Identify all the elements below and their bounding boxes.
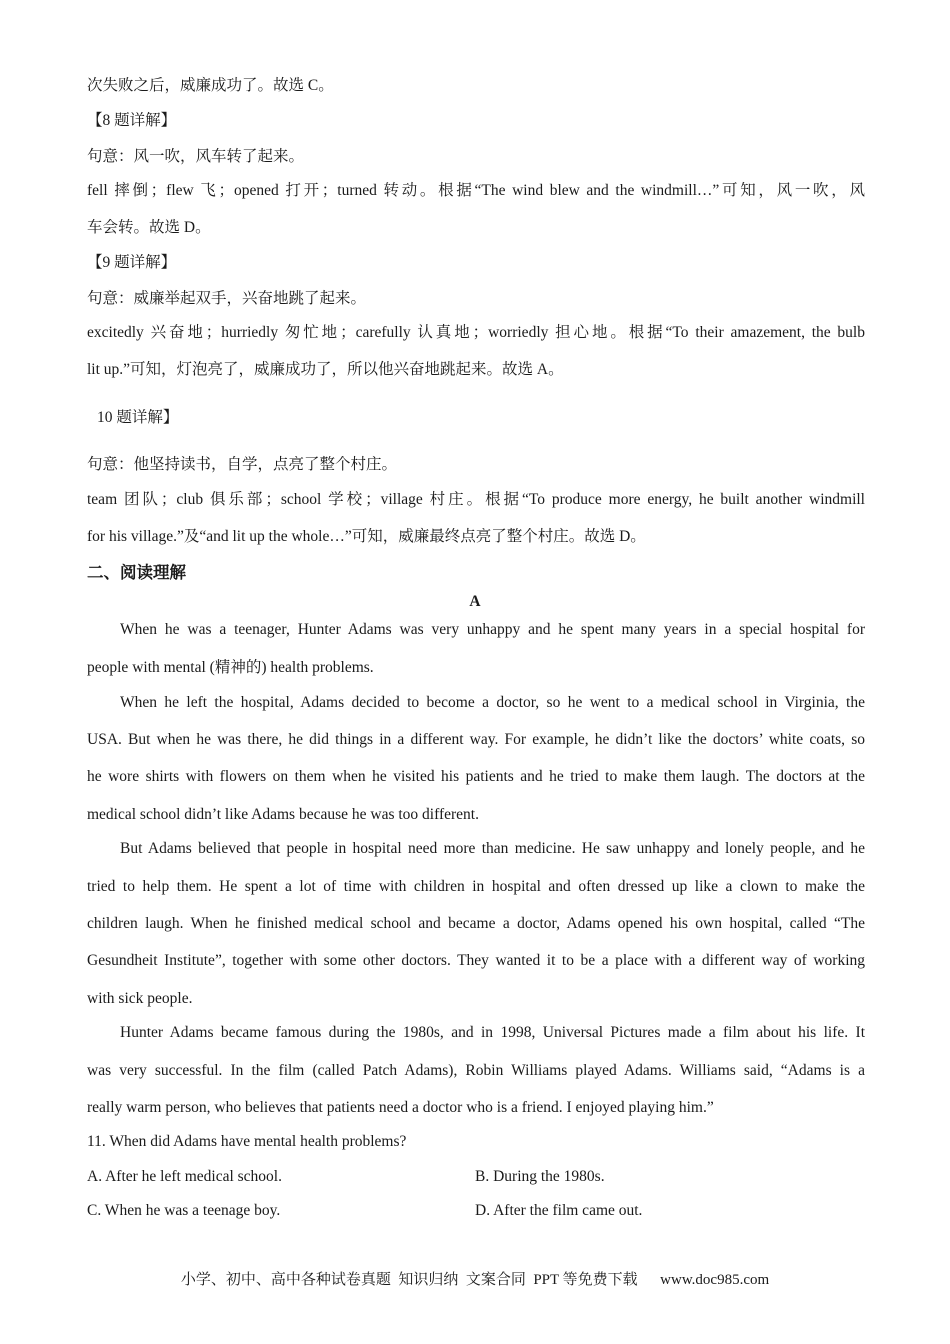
passage-line: he wore shirts with flowers on them when he visited his patients and he tried to make them laugh. The doctors at the [87, 768, 865, 785]
passage-line: medical school didn’t like Adams because he was too different. [87, 806, 479, 823]
question-stem: 11. When did Adams have mental health problems? [87, 1133, 407, 1150]
explanation-line: 句意：风一吹，风车转了起来。 [87, 148, 305, 165]
explanation-line: 次失败之后，威廉成功了。故选 C。 [87, 77, 334, 94]
passage-line: children laugh. When he finished medical school and became a doctor, Adams opened his own hospital, called “The [87, 915, 865, 932]
passage-line: USA. But when he was there, he did things in a different way. For example, he didn’t like the doctors’ white coats, so [87, 731, 865, 748]
section-heading: 二、阅读理解 [87, 563, 186, 582]
explanation-line: excitedly 兴奋地；hurriedly 匆忙地；carefully 认真地；worriedly 担心地。根据“To their amazement, the bulb [87, 324, 865, 341]
passage-line: Hunter Adams became famous during the 1980s, and in 1998, Universal Pictures made a film about his life. It [120, 1024, 865, 1041]
passage-title: A [469, 593, 481, 610]
question-9-heading: 【9 题详解】 [87, 254, 177, 271]
passage-line: people with mental (精神的) health problems. [87, 659, 374, 676]
explanation-line: lit up.”可知，灯泡亮了，威廉成功了，所以他兴奋地跳起来。故选 A。 [87, 361, 564, 378]
passage-line: Gesundheit Institute”, together with some other doctors. They wanted it to be a place with a different way of working [87, 952, 865, 969]
passage-line: with sick people. [87, 990, 193, 1007]
explanation-line: 句意：威廉举起双手，兴奋地跳了起来。 [87, 290, 367, 307]
passage-line: But Adams believed that people in hospital need more than medicine. He saw unhappy and lonely people, and he [120, 840, 865, 857]
explanation-line: team 团队；club 俱乐部；school 学校；village 村庄。根据“To produce more energy, he built another windmill [87, 491, 865, 508]
passage-line: really warm person, who believes that patients need a doctor who is a friend. I enjoyed playing him.” [87, 1099, 714, 1116]
passage-line: When he was a teenager, Hunter Adams was very unhappy and he spent many years in a special hospital for [120, 621, 865, 638]
question-8-heading: 【8 题详解】 [87, 112, 177, 129]
page-footer: 小学、初中、高中各种试卷真题 知识归纳 文案合同 PPT 等免费下载 www.doc985.com [180, 1272, 770, 1288]
explanation-line: fell 摔倒；flew 飞；opened 打开；turned 转动。根据“The wind blew and the windmill…”可知，风一吹，风 [87, 182, 865, 199]
explanation-line: 句意：他坚持读书，自学，点亮了整个村庄。 [87, 456, 398, 473]
option-a: A. After he left medical school. [87, 1168, 282, 1185]
passage-line: was very successful. In the film (called Patch Adams), Robin Williams played Adams. Williams said, “Adams is a [87, 1062, 865, 1079]
option-c: C. When he was a teenage boy. [87, 1202, 281, 1219]
option-b: B. During the 1980s. [475, 1168, 605, 1185]
explanation-line: for his village.”及“and lit up the whole…”可知，威廉最终点亮了整个村庄。故选 D。 [87, 528, 646, 545]
passage-line: When he left the hospital, Adams decided to become a doctor, so he went to a medical school in Virginia, the [120, 694, 865, 711]
passage-line: tried to help them. He spent a lot of time with children in hospital and often dressed up like a clown to make the [87, 878, 865, 895]
option-d: D. After the film came out. [475, 1202, 643, 1219]
explanation-line: 车会转。故选 D。 [87, 219, 211, 236]
question-10-heading: 10 题详解】 [97, 409, 179, 426]
